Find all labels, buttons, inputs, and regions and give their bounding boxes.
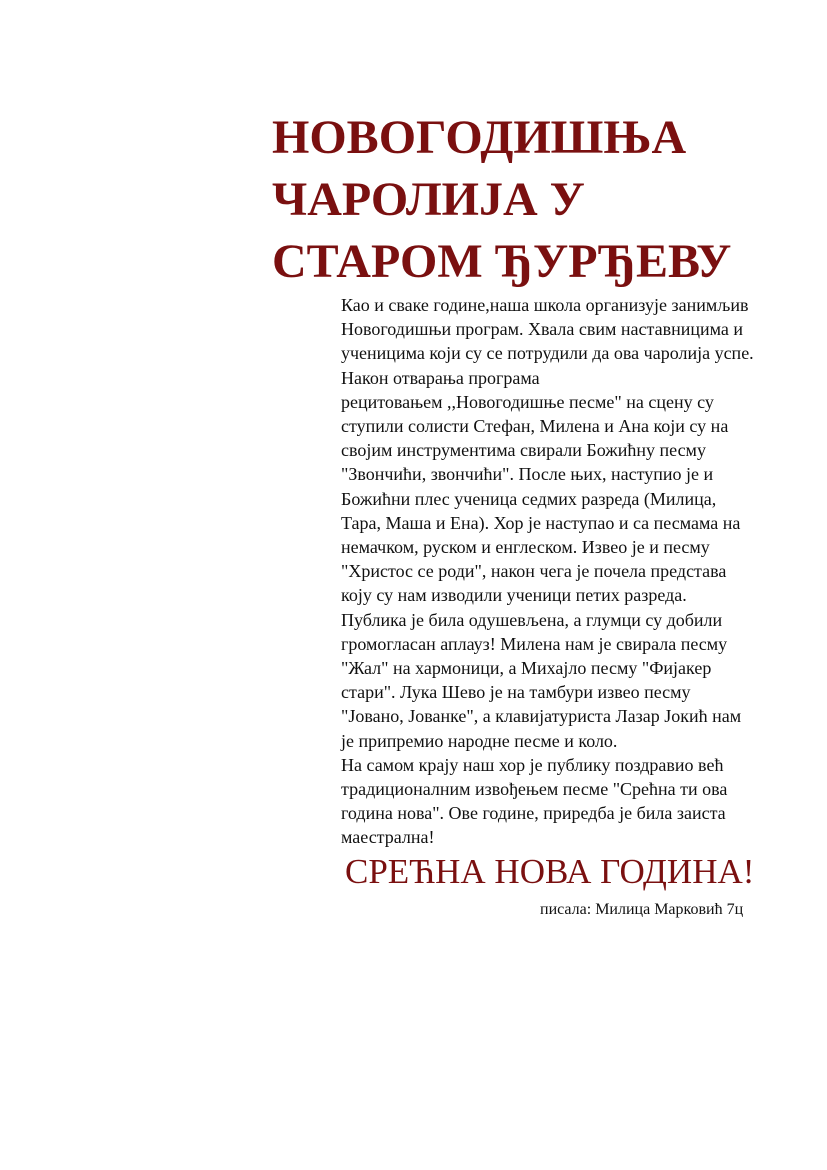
article-body: [341, 293, 811, 850]
body-line: Новогодишњи програм. Хвала свим наставницима и: [341, 319, 743, 340]
body-line: немачком, руском и енглеском. Извео је и песму: [341, 537, 710, 558]
article-title: [272, 107, 812, 293]
title-line: НОВОГОДИШЊА: [272, 111, 687, 164]
body-line: ученицима који су се потрудили да ова чаролија успе.: [341, 343, 754, 364]
title-line: СТАРОМ ЂУРЂЕВУ: [272, 235, 732, 288]
body-line: Као и сваке године,наша школа организује занимљив: [341, 295, 749, 315]
body-line: Публика је била одушевљена, а глумци су добили: [341, 609, 723, 630]
body-line: рецитовањем ,,Новогодишње песме" на сцену су: [341, 391, 714, 412]
title-line: ЧАРОЛИЈА У: [272, 173, 585, 226]
body-line: "Јовано, Јованке", а клавијатуриста Лазар Јокић нам: [341, 706, 742, 727]
body-line: је припремио народне песме и коло.: [341, 730, 618, 751]
body-line: "Жал" на хармоници, а Михајло песму "Фијакер: [341, 658, 712, 679]
body-line: Након отварања програма: [341, 367, 540, 388]
body-line: година нова". Ове године, приредба је била заиста: [341, 803, 726, 824]
body-line: "Христос се роди", након чега је почела представа: [341, 561, 727, 582]
body-line: Божићни плес ученица седмих разреда (Милица,: [341, 488, 717, 509]
new-year-greeting: СРЕЋНА НОВА ГОДИНА!: [345, 852, 755, 891]
author-signature: писала: Милица Марковић 7ц: [540, 901, 744, 918]
body-line: На самом крају наш хор је публику поздравио већ: [341, 754, 724, 775]
body-line: својим инструментима свирали Божићну песму: [341, 440, 706, 461]
body-line: ступили солисти Стефан, Милена и Ана који су на: [341, 416, 729, 437]
body-line: Тара, Маша и Ена). Хор је наступао и са песмама на: [341, 512, 741, 533]
body-line: традиционалним извођењем песме "Срећна ти ова: [341, 779, 728, 800]
body-line: маестрална!: [341, 827, 435, 848]
body-line: стари". Лука Шево је на тамбури извео песму: [341, 682, 691, 703]
body-line: громогласан аплауз! Милена нам је свирала песму: [341, 633, 728, 654]
body-line: "Звончићи, звончићи". После њих, наступио је и: [341, 464, 714, 485]
body-line: коју су нам изводили ученици петих разреда.: [341, 585, 687, 606]
